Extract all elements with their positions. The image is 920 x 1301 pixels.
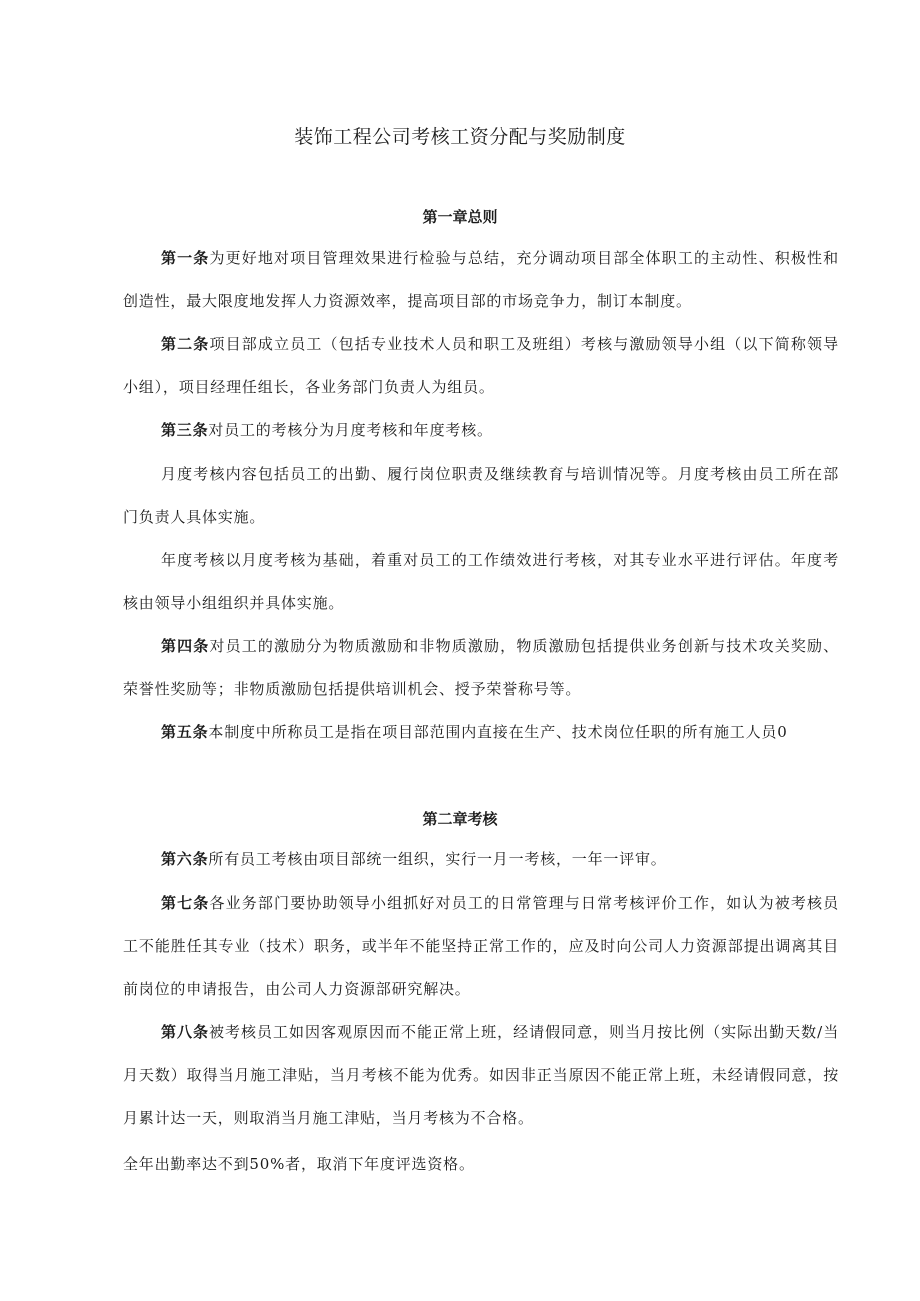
article-label: 第七条 [161,894,210,912]
article-text: 项目部成立员工（包括专业技术人员和职工及班组）考核与激励领导小组（以下简称领导小组），项目经理任组长，各业务部门负责人为组员。 [123,335,839,396]
paragraph-text: 全年出勤率达不到50%者，取消下年度评选资格。 [123,1155,475,1173]
document-title: 装饰工程公司考核工资分配与奖励制度 [294,126,626,148]
article-label: 第一条 [161,249,210,267]
body-paragraph [123,1143,839,1186]
article-label: 第二条 [161,335,210,353]
chapter-heading: 第二章考核 [422,810,498,828]
article-label: 第四条 [161,637,210,655]
article-label: 第五条 [161,723,209,741]
article-text: 对员工的激励分为物质激励和非物质激励，物质激励包括提供业务创新与技术攻关奖励、荣誉性奖励等；非物质激励包括提供培训机会、授予荣誉称号等。 [123,637,839,698]
paragraph-text: 年度考核以月度考核为基础，着重对员工的工作绩效进行考核，对其专业水平进行评估。年度考核由领导小组组织并具体实施。 [123,551,839,612]
article-text: 各业务部门要协助领导小组抓好对员工的日常管理与日常考核评价工作，如认为被考核员工不能胜任其专业（技术）职务，或半年不能坚持正常工作的，应及时向公司人力资源部提出调离其目前岗位的申请报告，由公司人力资源部研究解决。 [123,894,839,998]
article-label: 第八条 [161,1023,210,1041]
body-paragraph [123,539,839,625]
article-label: 第三条 [161,421,209,439]
chapter-heading: 第一章总则 [422,208,498,226]
body-paragraph [123,453,839,539]
article-paragraph [123,1011,839,1140]
article-paragraph [123,882,839,1011]
article-label: 第六条 [161,850,209,868]
article-text: 本制度中所称员工是指在项目部范围内直接在生产、技术岗位任职的所有施工人员0 [208,723,788,741]
article-paragraph [123,323,839,409]
paragraph-text: 月度考核内容包括员工的出勤、履行岗位职责及继续教育与培训情况等。月度考核由员工所在部门负责人具体实施。 [123,465,839,526]
article-text: 为更好地对项目管理效果进行检验与总结，充分调动项目部全体职工的主动性、积极性和创造性，最大限度地发挥人力资源效率，提高项目部的市场竞争力，制订本制度。 [123,249,839,310]
article-text: 所有员工考核由项目部统一组织，实行一月一考核，一年一评审。 [208,850,667,868]
article-text: 被考核员工如因客观原因而不能正常上班，经请假同意，则当月按比例（实际出勤天数/当月天数）取得当月施工津贴，当月考核不能为优秀。如因非正当原因不能正常上班，未经请假同意，按月累计达一天，则取消当月施工津贴，当月考核为不合格。 [123,1023,839,1127]
article-paragraph [123,625,839,711]
article-paragraph [123,409,839,452]
article-text: 对员工的考核分为月度考核和年度考核。 [208,421,493,439]
article-paragraph [123,237,839,323]
article-paragraph [123,838,839,881]
article-paragraph [123,711,839,754]
